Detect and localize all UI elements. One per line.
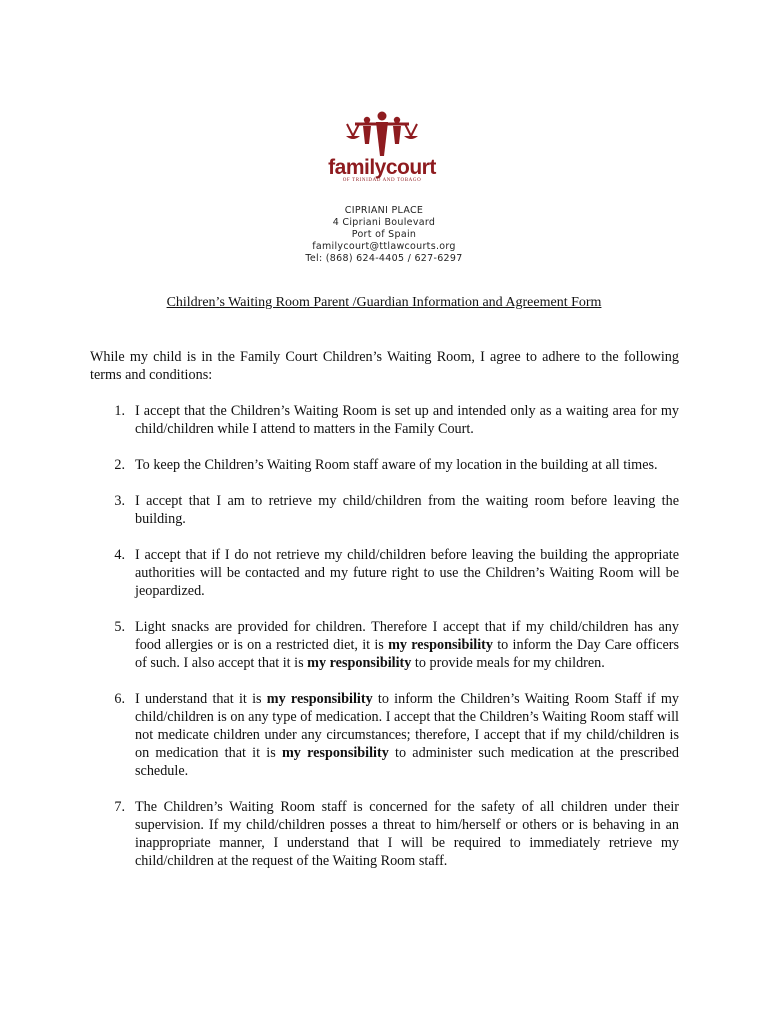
form-title: Children’s Waiting Room Parent /Guardian Information and Agreement Form — [166, 295, 602, 310]
term-number: 4. — [114, 547, 125, 563]
term-number: 3. — [114, 493, 125, 509]
term-number: 6. — [114, 691, 125, 707]
term-number: 5. — [114, 619, 125, 635]
emphasis: my responsibility — [307, 655, 412, 671]
terms-list — [90, 402, 679, 888]
scales-of-justice-icon — [343, 110, 421, 160]
logo-subtitle: OF TRINIDAD AND TOBAGO — [342, 178, 422, 183]
address-line3: Port of Spain — [351, 229, 417, 240]
term-text: The Children’s Waiting Room staff is concerned for the safety of all children under their supervision. If my child/children posses a threat to him/herself or others or is behaving in an inappropriate manner, I understand that I will be required to immediately retrieve my child/children at the request of the Waiting Room staff. — [135, 799, 679, 869]
term-text: Light snacks are provided for children. Therefore I accept that if my child/children has any food allergies or is on a restricted diet, it is my responsibility to inform the Day Care officers of such. I also accept that it is my responsibility to provide meals for my children. — [135, 619, 679, 671]
list-item — [90, 402, 679, 438]
address-line1: CIPRIANI PLACE — [344, 205, 424, 216]
address-line2: 4 Cipriani Boulevard — [332, 217, 436, 228]
term-number: 7. — [114, 799, 125, 815]
list-item — [90, 456, 679, 474]
term-text: To keep the Children’s Waiting Room staff aware of my location in the building at all times. — [135, 457, 658, 473]
family-court-logo — [326, 110, 438, 196]
list-item — [90, 492, 679, 528]
court-address — [0, 205, 768, 265]
address-email: familycourt@ttlawcourts.org — [312, 241, 456, 252]
logo-wordmark: familycourt — [328, 156, 436, 179]
term-number: 2. — [114, 457, 125, 473]
term-text: I accept that I am to retrieve my child/children from the waiting room before leaving the building. — [135, 493, 679, 527]
term-text: I accept that if I do not retrieve my child/children before leaving the building the appropriate authorities will be contacted and my future right to use the Children’s Waiting Room will be jeopardized. — [135, 547, 679, 599]
term-text: I understand that it is my responsibility to inform the Children’s Waiting Room Staff if my child/children is on any type of medication. I accept that the Children’s Waiting Room staff will not medicate children under any circumstances; therefore, I accept that if my child/children is on medication that it is my responsibility to administer such medication at the prescribed schedule. — [135, 691, 679, 779]
emphasis: my responsibility — [388, 637, 493, 653]
list-item — [90, 798, 679, 870]
intro-paragraph: While my child is in the Family Court Children’s Waiting Room, I agree to adhere to the following terms and conditions: — [90, 349, 679, 383]
emphasis: my responsibility — [266, 691, 373, 707]
term-number: 1. — [114, 403, 125, 419]
list-item — [90, 690, 679, 780]
address-phone: Tel: (868) 624-4405 / 627-6297 — [305, 253, 463, 264]
list-item — [90, 618, 679, 672]
list-item — [90, 546, 679, 600]
term-text: I accept that the Children’s Waiting Room is set up and intended only as a waiting area for my child/children while I attend to matters in the Family Court. — [135, 403, 679, 437]
emphasis: my responsibility — [281, 745, 389, 761]
